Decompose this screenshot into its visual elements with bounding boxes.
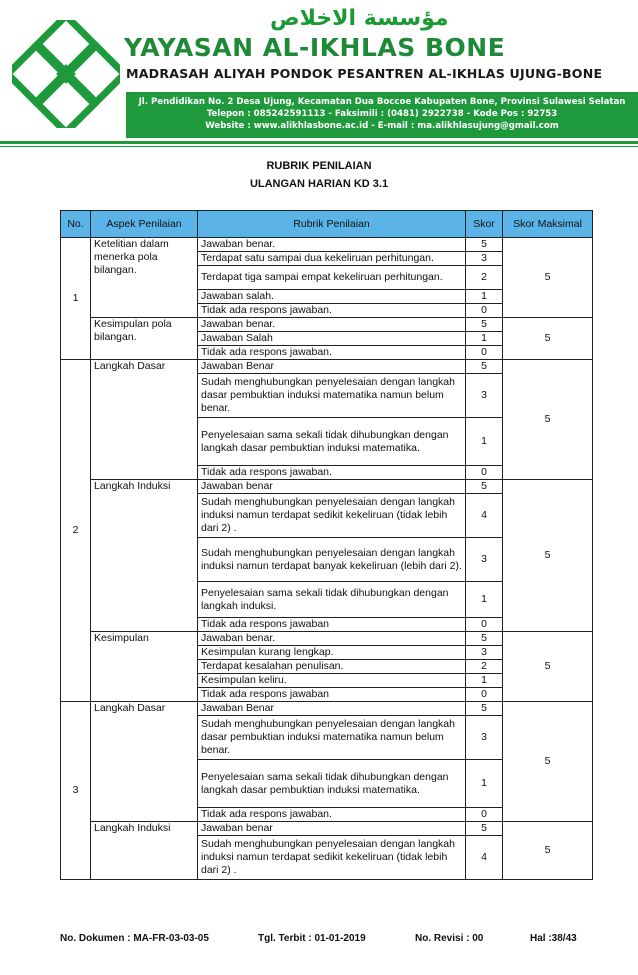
- table-row: [61, 632, 593, 646]
- rubric-table: [60, 210, 593, 880]
- rubric-cell: Tidak ada respons jawaban: [198, 618, 466, 632]
- header-aspect: Aspek Penilaian: [91, 211, 198, 238]
- row-number: 2: [61, 360, 91, 702]
- rubric-cell: Jawaban Benar: [198, 360, 466, 374]
- score-cell: 1: [466, 290, 503, 304]
- score-cell: 1: [466, 674, 503, 688]
- rubric-cell: Sudah menghubungkan penyelesaian dengan langkah induksi namun terdapat sedikit kekeliruan (tidak lebih dari 2) .: [198, 494, 466, 538]
- rubric-cell: Kesimpulan keliru.: [198, 674, 466, 688]
- score-cell: 2: [466, 660, 503, 674]
- score-cell: 0: [466, 466, 503, 480]
- aspect-cell: Ketelitian dalam menerka pola bilangan.: [91, 238, 198, 318]
- score-cell: 5: [466, 238, 503, 252]
- header-score: Skor: [466, 211, 503, 238]
- table-row: [61, 702, 593, 716]
- score-cell: 0: [466, 808, 503, 822]
- score-cell: 5: [466, 632, 503, 646]
- rubric-cell: Jawaban salah.: [198, 290, 466, 304]
- score-cell: 5: [466, 360, 503, 374]
- score-cell: 4: [466, 836, 503, 880]
- score-cell: 4: [466, 494, 503, 538]
- score-cell: 5: [466, 480, 503, 494]
- phone-line: Telepon : 085242591113 - Faksimili : (0481) 2922738 - Kode Pos : 92753: [206, 109, 558, 119]
- max-score-cell: 5: [503, 822, 593, 880]
- footer-revision: No. Revisi : 00: [415, 933, 484, 944]
- aspect-cell: Langkah Induksi: [91, 822, 198, 880]
- table-row: [61, 318, 593, 332]
- max-score-cell: 5: [503, 632, 593, 702]
- rubric-cell: Penyelesaian sama sekali tidak dihubungkan dengan langkah dasar pembuktian induksi matematika.: [198, 418, 466, 466]
- score-cell: 5: [466, 318, 503, 332]
- organization-name: YAYASAN AL-IKHLAS BONE: [124, 33, 506, 62]
- row-number: 1: [61, 238, 91, 360]
- max-score-cell: 5: [503, 238, 593, 318]
- aspect-cell: Langkah Dasar: [91, 360, 198, 480]
- rubric-cell: Jawaban benar.: [198, 238, 466, 252]
- rubric-cell: Sudah menghubungkan penyelesaian dengan langkah induksi namun terdapat sedikit kekeliruan (tidak lebih dari 2) .: [198, 836, 466, 880]
- aspect-cell: Langkah Induksi: [91, 480, 198, 632]
- rubric-cell: Kesimpulan kurang lengkap.: [198, 646, 466, 660]
- rubric-cell: Tidak ada respons jawaban.: [198, 808, 466, 822]
- score-cell: 5: [466, 702, 503, 716]
- table-row: [61, 238, 593, 252]
- header-stripe: [0, 141, 638, 144]
- score-cell: 1: [466, 582, 503, 618]
- score-cell: 0: [466, 688, 503, 702]
- aspect-cell: Kesimpulan pola bilangan.: [91, 318, 198, 360]
- score-cell: 3: [466, 646, 503, 660]
- rubric-cell: Tidak ada respons jawaban.: [198, 466, 466, 480]
- rubric-cell: Penyelesaian sama sekali tidak dihubungkan dengan langkah induksi.: [198, 582, 466, 618]
- rubric-cell: Sudah menghubungkan penyelesaian dengan langkah dasar pembuktian induksi matematika namun belum benar.: [198, 716, 466, 760]
- arabic-name: مؤسسة الاخلاص: [270, 6, 449, 31]
- header-no: No.: [61, 211, 91, 238]
- header-stripe-thin: [0, 146, 638, 147]
- letterhead: [0, 0, 638, 150]
- rubric-cell: Jawaban Benar: [198, 702, 466, 716]
- score-cell: 3: [466, 716, 503, 760]
- table-header-row: [61, 211, 593, 238]
- rubric-cell: Tidak ada respons jawaban.: [198, 346, 466, 360]
- header-rubric: Rubrik Penilaian: [198, 211, 466, 238]
- contact-band: [126, 92, 638, 138]
- row-number: 3: [61, 702, 91, 880]
- score-cell: 3: [466, 538, 503, 582]
- address-line: Jl. Pendidikan No. 2 Desa Ujung, Kecamatan Dua Boccoe Kabupaten Bone, Provinsi Sulawesi Selatan: [138, 97, 626, 107]
- table-row: [61, 360, 593, 374]
- rubric-cell: Jawaban benar.: [198, 318, 466, 332]
- aspect-cell: Kesimpulan: [91, 632, 198, 702]
- rubric-cell: Jawaban benar: [198, 822, 466, 836]
- rubric-cell: Penyelesaian sama sekali tidak dihubungkan dengan langkah dasar pembuktian induksi matematika.: [198, 760, 466, 808]
- rubric-cell: Terdapat satu sampai dua kekeliruan perhitungan.: [198, 252, 466, 266]
- max-score-cell: 5: [503, 318, 593, 360]
- rubric-cell: Terdapat tiga sampai empat kekeliruan perhitungan.: [198, 266, 466, 290]
- header-max-score: Skor Maksimal: [503, 211, 593, 238]
- score-cell: 0: [466, 304, 503, 318]
- score-cell: 1: [466, 418, 503, 466]
- max-score-cell: 5: [503, 360, 593, 480]
- score-cell: 3: [466, 252, 503, 266]
- rubric-cell: Tidak ada respons jawaban.: [198, 304, 466, 318]
- score-cell: 0: [466, 346, 503, 360]
- footer-date: Tgl. Terbit : 01-01-2019: [258, 933, 366, 944]
- rubric-cell: Sudah menghubungkan penyelesaian dengan langkah induksi namun terdapat banyak kekeliruan (lebih dari 2).: [198, 538, 466, 582]
- score-cell: 1: [466, 332, 503, 346]
- foundation-logo-icon: [12, 20, 120, 128]
- score-cell: 0: [466, 618, 503, 632]
- school-name: MADRASAH ALIYAH PONDOK PESANTREN AL-IKHLAS UJUNG-BONE: [126, 66, 603, 81]
- aspect-cell: Langkah Dasar: [91, 702, 198, 822]
- table-row: [61, 480, 593, 494]
- footer-doc-no: No. Dokumen : MA-FR-03-03-05: [60, 933, 209, 944]
- table-row: [61, 822, 593, 836]
- score-cell: 5: [466, 822, 503, 836]
- table-body: [61, 238, 593, 880]
- web-line: Website : www.alikhlasbone.ac.id - E-mail : ma.alikhlasujung@gmail.com: [205, 121, 559, 131]
- rubric-cell: Sudah menghubungkan penyelesaian dengan langkah dasar pembuktian induksi matematika namun belum benar.: [198, 374, 466, 418]
- score-cell: 2: [466, 266, 503, 290]
- score-cell: 3: [466, 374, 503, 418]
- max-score-cell: 5: [503, 480, 593, 632]
- rubric-cell: Jawaban benar.: [198, 632, 466, 646]
- score-cell: 1: [466, 760, 503, 808]
- document-subtitle: ULANGAN HARIAN KD 3.1: [249, 178, 389, 190]
- rubric-cell: Terdapat kesalahan penulisan.: [198, 660, 466, 674]
- rubric-cell: Jawaban benar: [198, 480, 466, 494]
- max-score-cell: 5: [503, 702, 593, 822]
- rubric-cell: Jawaban Salah: [198, 332, 466, 346]
- document-title: RUBRIK PENILAIAN: [266, 160, 372, 172]
- footer-page: Hal :38/43: [530, 933, 577, 944]
- rubric-cell: Tidak ada respons jawaban: [198, 688, 466, 702]
